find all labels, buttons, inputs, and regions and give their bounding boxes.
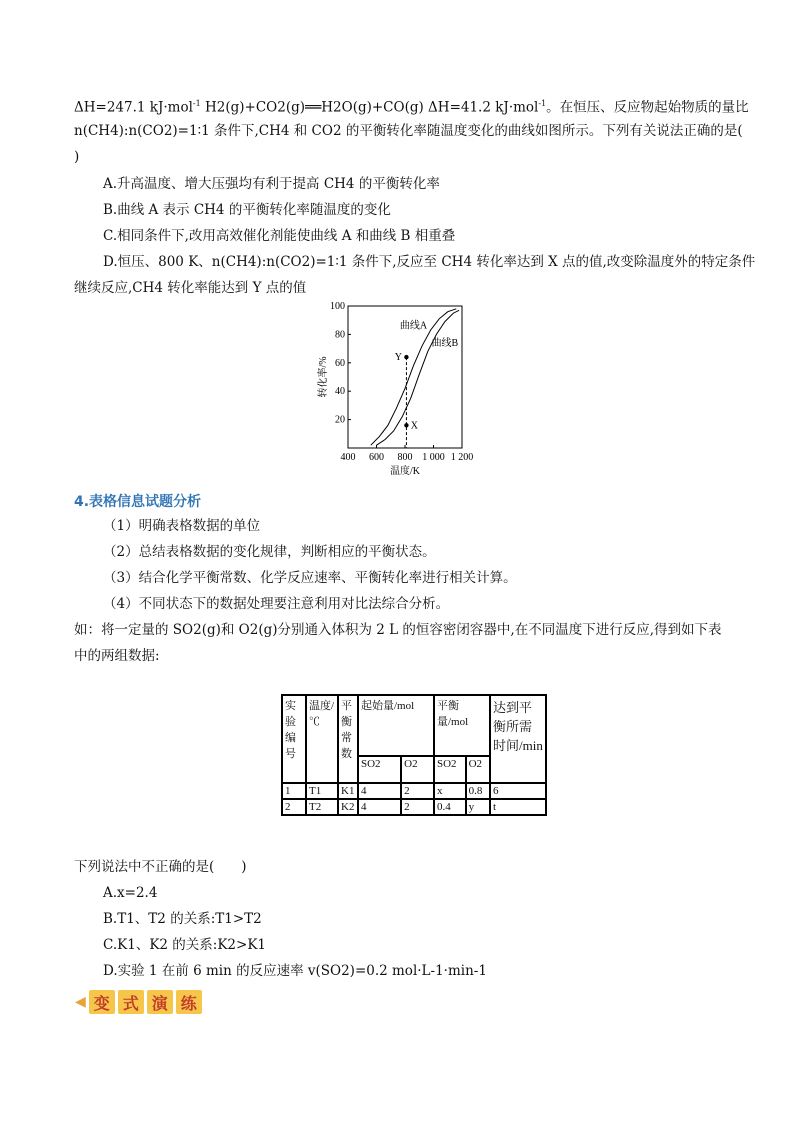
- section-heading: 4.表格信息试题分析: [74, 494, 202, 510]
- data-point: [404, 423, 408, 427]
- cell: T1: [306, 783, 338, 799]
- option2-a: A.x=2.4: [103, 885, 158, 901]
- cell: 4: [358, 783, 401, 799]
- th-k: 平衡常数: [338, 695, 358, 783]
- point-label: Y: [394, 352, 403, 364]
- th-so2: SO2: [434, 756, 466, 783]
- table-row: [282, 783, 546, 799]
- series-label: 曲线A: [399, 320, 428, 332]
- th-so2: SO2: [358, 756, 401, 783]
- badge-char: 练: [176, 990, 202, 1014]
- th-start: 起始量/mol: [358, 695, 434, 756]
- option-c: C.相同条件下,改用高效催化剂能使曲线 A 和曲线 B 相重叠: [103, 228, 456, 244]
- dh1: ΔH=247.1 kJ·mol: [74, 99, 193, 116]
- th-o2: O2: [466, 756, 490, 783]
- conversion-chart: [310, 298, 490, 488]
- cell: K1: [338, 783, 358, 799]
- step-3: （3）结合化学平衡常数、化学反应速率、平衡转化率进行相关计算。: [103, 570, 517, 586]
- cell: 0.8: [466, 783, 490, 799]
- equation-line: [74, 95, 749, 117]
- y-tick-label: 20: [335, 414, 345, 426]
- option2-b: B.T1、T2 的关系:T1>T2: [103, 911, 262, 927]
- point-label: X: [410, 420, 419, 432]
- cell: 0.4: [434, 799, 466, 815]
- cell: 2: [401, 783, 434, 799]
- th-exp: 实验编号: [282, 695, 306, 783]
- y-tick-label: 80: [335, 329, 345, 341]
- series-label: 曲线B: [431, 337, 459, 349]
- x-axis-label: 温度/K: [390, 466, 420, 477]
- th-o2: O2: [401, 756, 434, 783]
- y-axis-label: 转化率/%: [318, 356, 329, 398]
- cell: y: [466, 799, 490, 815]
- cell: 1: [282, 783, 306, 799]
- step-2: （2）总结表格数据的变化规律，判断相应的平衡状态。: [103, 544, 436, 560]
- sup: -1: [538, 99, 547, 108]
- badge-char: 变: [89, 990, 115, 1014]
- cell: T2: [306, 799, 338, 815]
- cell: K2: [338, 799, 358, 815]
- option-a: A.升高温度、增大压强均有利于提高 CH4 的平衡转化率: [103, 176, 440, 192]
- step-4: （4）不同状态下的数据处理要注意利用对比法综合分析。: [103, 596, 450, 612]
- x-tick-label: 400: [340, 452, 356, 463]
- sup: -1: [192, 99, 201, 108]
- data-point: [404, 355, 408, 359]
- y-tick-label: 100: [330, 301, 345, 312]
- practice-badge: [75, 990, 202, 1014]
- option2-c: C.K1、K2 的关系:K2>K1: [103, 937, 266, 953]
- cell: 2: [282, 799, 306, 815]
- step-1: （1）明确表格数据的单位: [103, 518, 261, 534]
- example-line-1: 如：将一定量的 SO2(g)和 O2(g)分别通入体积为 2 L 的恒容密闭容器中,在不同温度下进行反应,得到如下表: [74, 622, 722, 638]
- x-tick-label: 600: [369, 452, 384, 463]
- x-tick-label: 1 000: [422, 452, 445, 463]
- cell: 6: [490, 783, 546, 799]
- data-table: [281, 694, 547, 816]
- speaker-icon: ◀: [75, 994, 86, 1010]
- paragraph-line-3: ): [74, 149, 80, 165]
- paragraph-line-2: n(CH4):n(CO2)=1∶1 条件下,CH4 和 CO2 的平衡转化率随温度变化的曲线如图所示。下列有关说法正确的是(: [74, 123, 743, 139]
- x-tick-label: 800: [397, 452, 413, 463]
- cell: 2: [401, 799, 434, 815]
- example-line-2: 中的两组数据:: [74, 648, 160, 664]
- option-b: B.曲线 A 表示 CH4 的平衡转化率随温度的变化: [103, 202, 391, 218]
- cell: x: [434, 783, 466, 799]
- y-tick-label: 40: [335, 386, 345, 398]
- option-d-line1: D.恒压、800 K、n(CH4):n(CO2)=1∶1 条件下,反应至 CH4 转化率达到 X 点的值,改变除温度外的特定条件: [103, 254, 756, 270]
- dh-tail: 。在恒压、反应物起始物质的量比: [546, 99, 749, 116]
- cell: t: [490, 799, 546, 815]
- badge-char: 式: [118, 990, 144, 1014]
- option-d-line2: 继续反应,CH4 转化率能达到 Y 点的值: [74, 280, 307, 296]
- option2-d: D.实验 1 在前 6 min 的反应速率 v(SO2)=0.2 mol·L-1·min-1: [103, 963, 487, 979]
- y-tick-label: 60: [335, 357, 345, 369]
- x-tick-label: 1 200: [450, 452, 474, 463]
- badge-char: 演: [147, 990, 173, 1014]
- question-2: 下列说法中不正确的是( ): [74, 859, 247, 875]
- th-temp: 温度/℃: [306, 695, 338, 783]
- th-time: 达到平衡所需时间/min: [490, 695, 546, 783]
- th-eq: 平衡量/mol: [434, 695, 490, 756]
- reaction2: H2(g)+CO2(g)══H2O(g)+CO(g) ΔH=41.2 kJ·mol: [200, 99, 539, 116]
- table-row: [282, 799, 546, 815]
- cell: 4: [358, 799, 401, 815]
